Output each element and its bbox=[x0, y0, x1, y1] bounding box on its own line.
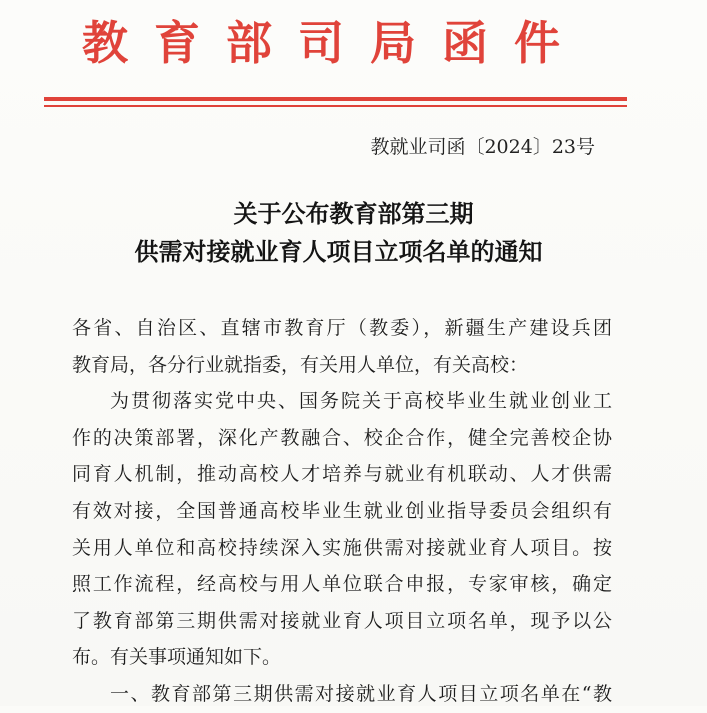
body-line-paragraph-4: 有效对接，全国普通高校毕业生就业创业指导委员会组织有 bbox=[72, 499, 612, 522]
body-line-addressees-1: 各省、自治区、直辖市教育厅（教委），新疆生产建设兵团 bbox=[72, 317, 612, 339]
body-line-paragraph-2: 作的决策部署，深化产教融合、校企合作，健全完善校企协 bbox=[72, 426, 612, 449]
document-title-line-1: 关于公布教育部第三期 bbox=[233, 199, 474, 228]
body-line-paragraph-3: 同育人机制，推动高校人才培养与就业有机联动、人才供需 bbox=[72, 463, 612, 486]
body-line-paragraph-8: 布。有关事项通知如下。 bbox=[72, 646, 282, 669]
body-line-paragraph-1: 为贯彻落实党中央、国务院关于高校毕业生就业创业工 bbox=[110, 390, 612, 413]
body-line-addressees-2: 教育局，各分行业就指委，有关用人单位，有关高校： bbox=[72, 353, 529, 376]
document-body bbox=[72, 310, 612, 713]
letterhead-rule-thick bbox=[44, 97, 627, 101]
document-title-line-2: 供需对接就业育人项目立项名单的通知 bbox=[134, 237, 543, 266]
letterhead-rule-thin bbox=[44, 105, 627, 107]
body-line-paragraph-6: 照工作流程，经高校与用人单位联合申报，专家审核，确定 bbox=[72, 573, 612, 596]
body-line-paragraph-7: 了教育部第三期供需对接就业育人项目立项名单，现予以公 bbox=[72, 609, 612, 632]
letterhead-title: 教育部司局函件 bbox=[82, 16, 586, 70]
body-line-paragraph-5: 关用人单位和高校持续深入实施供需对接就业育人项目。按 bbox=[72, 536, 612, 559]
document-title bbox=[0, 195, 707, 271]
body-line-section-1: 一、教育部第三期供需对接就业育人项目立项名单在“教 bbox=[110, 682, 612, 705]
document-reference-number: 教就业司函〔2024〕23号 bbox=[370, 136, 595, 158]
